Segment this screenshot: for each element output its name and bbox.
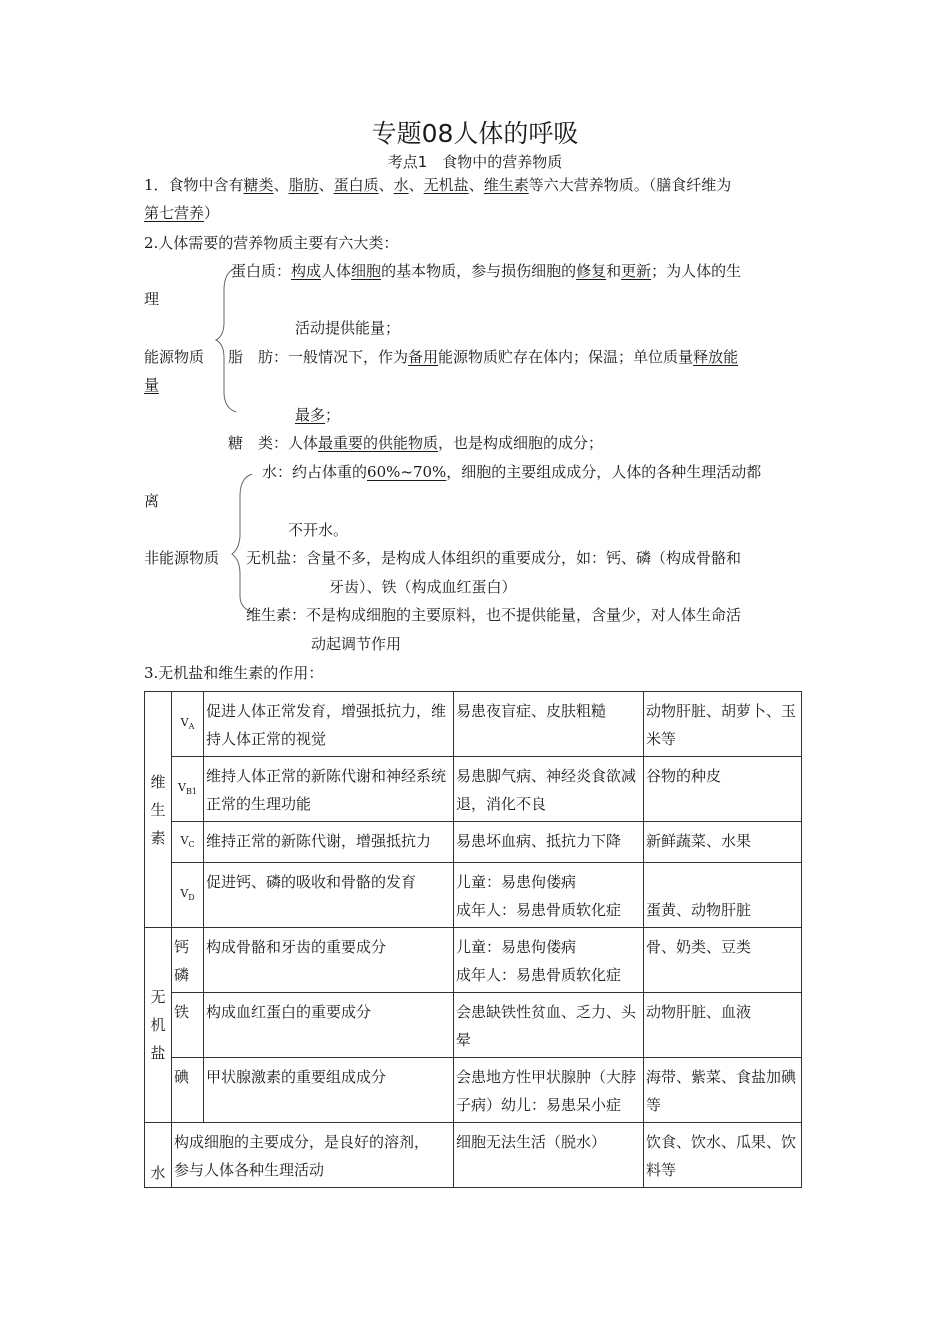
function-cell: 构成骨骼和牙齿的重要成分 [204, 928, 454, 993]
t: 能源物质贮存在体内；保温；单位质量 [438, 348, 694, 366]
deficiency-cell: 易患脚气病、神经炎食欲减退，消化不良 [454, 757, 644, 822]
char: 生 [150, 800, 166, 819]
deficiency-cell: 细胞无法生活（脱水） [454, 1123, 644, 1188]
fat-cont [295, 408, 340, 423]
char: 维 [150, 772, 166, 791]
char: 机 [150, 1016, 166, 1035]
source-cell: 动物肝脏、血液 [644, 993, 802, 1058]
char: 磷 [174, 966, 190, 985]
table-row [145, 822, 802, 863]
protein-wrap: 理 [144, 290, 160, 308]
function-cell: 甲状腺激素的重要组成成分 [204, 1058, 454, 1123]
protein-line [231, 264, 741, 279]
deficiency-cell: 易患夜盲症、皮肤粗糙 [454, 692, 644, 757]
sep: 、 [468, 176, 484, 194]
source-cell: 新鲜蔬菜、水果 [644, 822, 802, 863]
char: 素 [150, 828, 166, 847]
u: 构成 [291, 262, 322, 280]
deficiency-cell [454, 928, 644, 993]
sep: 、 [378, 176, 394, 194]
nutrient-protein: 蛋白质 [333, 176, 379, 194]
water-category: 水 [145, 1123, 172, 1188]
table-row [145, 993, 802, 1058]
table-row [145, 1123, 802, 1188]
source-cell: 动物肝脏、胡萝卜、玉米等 [644, 692, 802, 757]
nutrient-mineral: 无机盐 [423, 176, 469, 194]
vitamin-label: 维生素： [246, 606, 307, 624]
u: 更新 [621, 262, 652, 280]
mineral-name: 碘 [172, 1058, 204, 1123]
p1-prefix: 1．食物中含有 [144, 176, 244, 194]
sub: C [188, 840, 195, 850]
vitamin-category [145, 692, 172, 928]
vitamin-name [172, 692, 204, 757]
v: V [180, 715, 189, 729]
nutrient-sugar: 糖类 [243, 176, 274, 194]
nutrient-table [144, 691, 802, 1188]
sep: 、 [273, 176, 289, 194]
mineral-line [246, 551, 741, 566]
section-subtitle: 考点1 食物中的营养物质 [387, 153, 563, 171]
function-cell: 促进人体正常发育，增强抵抗力，维持人体正常的视觉 [204, 692, 454, 757]
source-cell: 骨、奶类、豆类 [644, 928, 802, 993]
t: 含量不多，是构成人体组织的重要成分，如：钙、磷（构成骨骼和 [306, 549, 742, 567]
vitamin-name [172, 822, 204, 863]
source-cell: 蛋黄、动物肝脏 [644, 863, 802, 928]
paragraph-2: 2.人体需要的营养物质主要有六大类： [144, 234, 399, 252]
water-cont: 不开水。 [288, 521, 349, 539]
u: 60%~70% [367, 463, 447, 481]
nutrient-vitamin: 维生素 [483, 176, 529, 194]
table-row [145, 1058, 802, 1123]
char: 盐 [150, 1044, 166, 1063]
v: V [180, 834, 189, 847]
energy-group-label-2: 量 [144, 376, 160, 394]
u: 最重要的供能物质 [318, 434, 439, 452]
u: 细胞 [351, 262, 382, 280]
line: 儿童：易患佝偻病 [456, 938, 577, 957]
char: 无 [150, 988, 166, 1007]
protein-label: 蛋白质： [231, 262, 292, 280]
vitamin-cont: 动起调节作用 [311, 635, 402, 653]
water-line [262, 465, 761, 480]
mineral-cont: 牙齿）、铁（构成血红蛋白） [329, 578, 517, 596]
p1-end: ） [204, 204, 220, 222]
mineral-category [145, 928, 172, 1123]
seventh-nutrient: 第七营养 [144, 204, 205, 222]
u: 修复 [576, 262, 607, 280]
line: 儿童：易患佝偻病 [456, 873, 577, 892]
u: 最多 [295, 406, 326, 424]
sep: 、 [318, 176, 334, 194]
vitamin-line [246, 608, 741, 623]
t: ； [325, 406, 341, 424]
t: 和 [606, 262, 622, 280]
water-wrap: 离 [144, 492, 160, 510]
line: 成年人：易患骨质软化症 [456, 966, 622, 985]
t: ，细胞的主要组成成分，人体的各种生理活动都 [446, 463, 762, 481]
sugar-line [228, 436, 603, 451]
sub: B1 [185, 787, 197, 797]
deficiency-cell: 易患坏血病、抵抗力下降 [454, 822, 644, 863]
t: ，也是构成细胞的成分； [438, 434, 604, 452]
function-cell: 构成细胞的主要成分，是良好的溶剂， 参与人体各种生理活动 [172, 1123, 454, 1188]
v: V [178, 780, 186, 794]
energy-group-label: 能源物质 [144, 348, 205, 366]
t: 不是构成细胞的主要原料，也不提供能量，含量少，对人体生命活 [306, 606, 742, 624]
sub: D [188, 893, 195, 903]
nutrient-fat: 脂肪 [288, 176, 319, 194]
deficiency-cell: 会患缺铁性贫血、乏力、头晕 [454, 993, 644, 1058]
sugar-label: 糖 类： [228, 434, 289, 452]
table-row [145, 692, 802, 757]
t: 约占体重的 [292, 463, 368, 481]
fat-label: 脂 肪： [228, 348, 289, 366]
page-title: 专题08人体的呼吸 [371, 119, 579, 148]
table-row [145, 863, 802, 928]
nutrient-water: 水 [393, 176, 409, 194]
mineral-name: 铁 [172, 993, 204, 1058]
char: 钙 [174, 938, 190, 957]
function-cell: 维持正常的新陈代谢，增强抵抗力 [204, 822, 454, 863]
paragraph-3: 3.无机盐和维生素的作用： [144, 664, 324, 682]
mineral-name [172, 928, 204, 993]
deficiency-cell: 会患地方性甲状腺肿（大脖子病）幼儿：易患呆小症 [454, 1058, 644, 1123]
function-cell: 维持人体正常的新陈代谢和神经系统正常的生理功能 [204, 757, 454, 822]
protein-cont: 活动提供能量； [295, 319, 401, 337]
t: 的基本物质，参与损伤细胞的 [381, 262, 577, 280]
vitamin-name [172, 757, 204, 822]
vitamin-name [172, 863, 204, 928]
table-row [145, 928, 802, 993]
t: 人体 [321, 262, 352, 280]
t: ；为人体的生 [651, 262, 742, 280]
source-cell: 饮食、饮水、瓜果、饮料等 [644, 1123, 802, 1188]
sub: A [188, 722, 195, 732]
sep: 、 [408, 176, 424, 194]
v: V [180, 887, 189, 901]
u: 释放能 [693, 348, 739, 366]
line: 成年人：易患骨质软化症 [456, 901, 622, 920]
fat-line [228, 350, 738, 365]
t: 人体 [288, 434, 319, 452]
function-cell: 构成血红蛋白的重要成分 [204, 993, 454, 1058]
source-cell: 海带、紫菜、食盐加碘等 [644, 1058, 802, 1123]
t: 一般情况下，作为 [288, 348, 409, 366]
source-cell: 谷物的种皮 [644, 757, 802, 822]
function-cell: 促进钙、磷的吸收和骨骼的发育 [204, 863, 454, 928]
p1-suffix: 等六大营养物质。（膳食纤维为 [528, 176, 732, 194]
nonenergy-group-label: 非能源物质 [144, 549, 220, 567]
water-label: 水： [262, 463, 293, 481]
mineral-label: 无机盐： [246, 549, 307, 567]
deficiency-cell [454, 863, 644, 928]
table-row [145, 757, 802, 822]
u: 备用 [408, 348, 439, 366]
